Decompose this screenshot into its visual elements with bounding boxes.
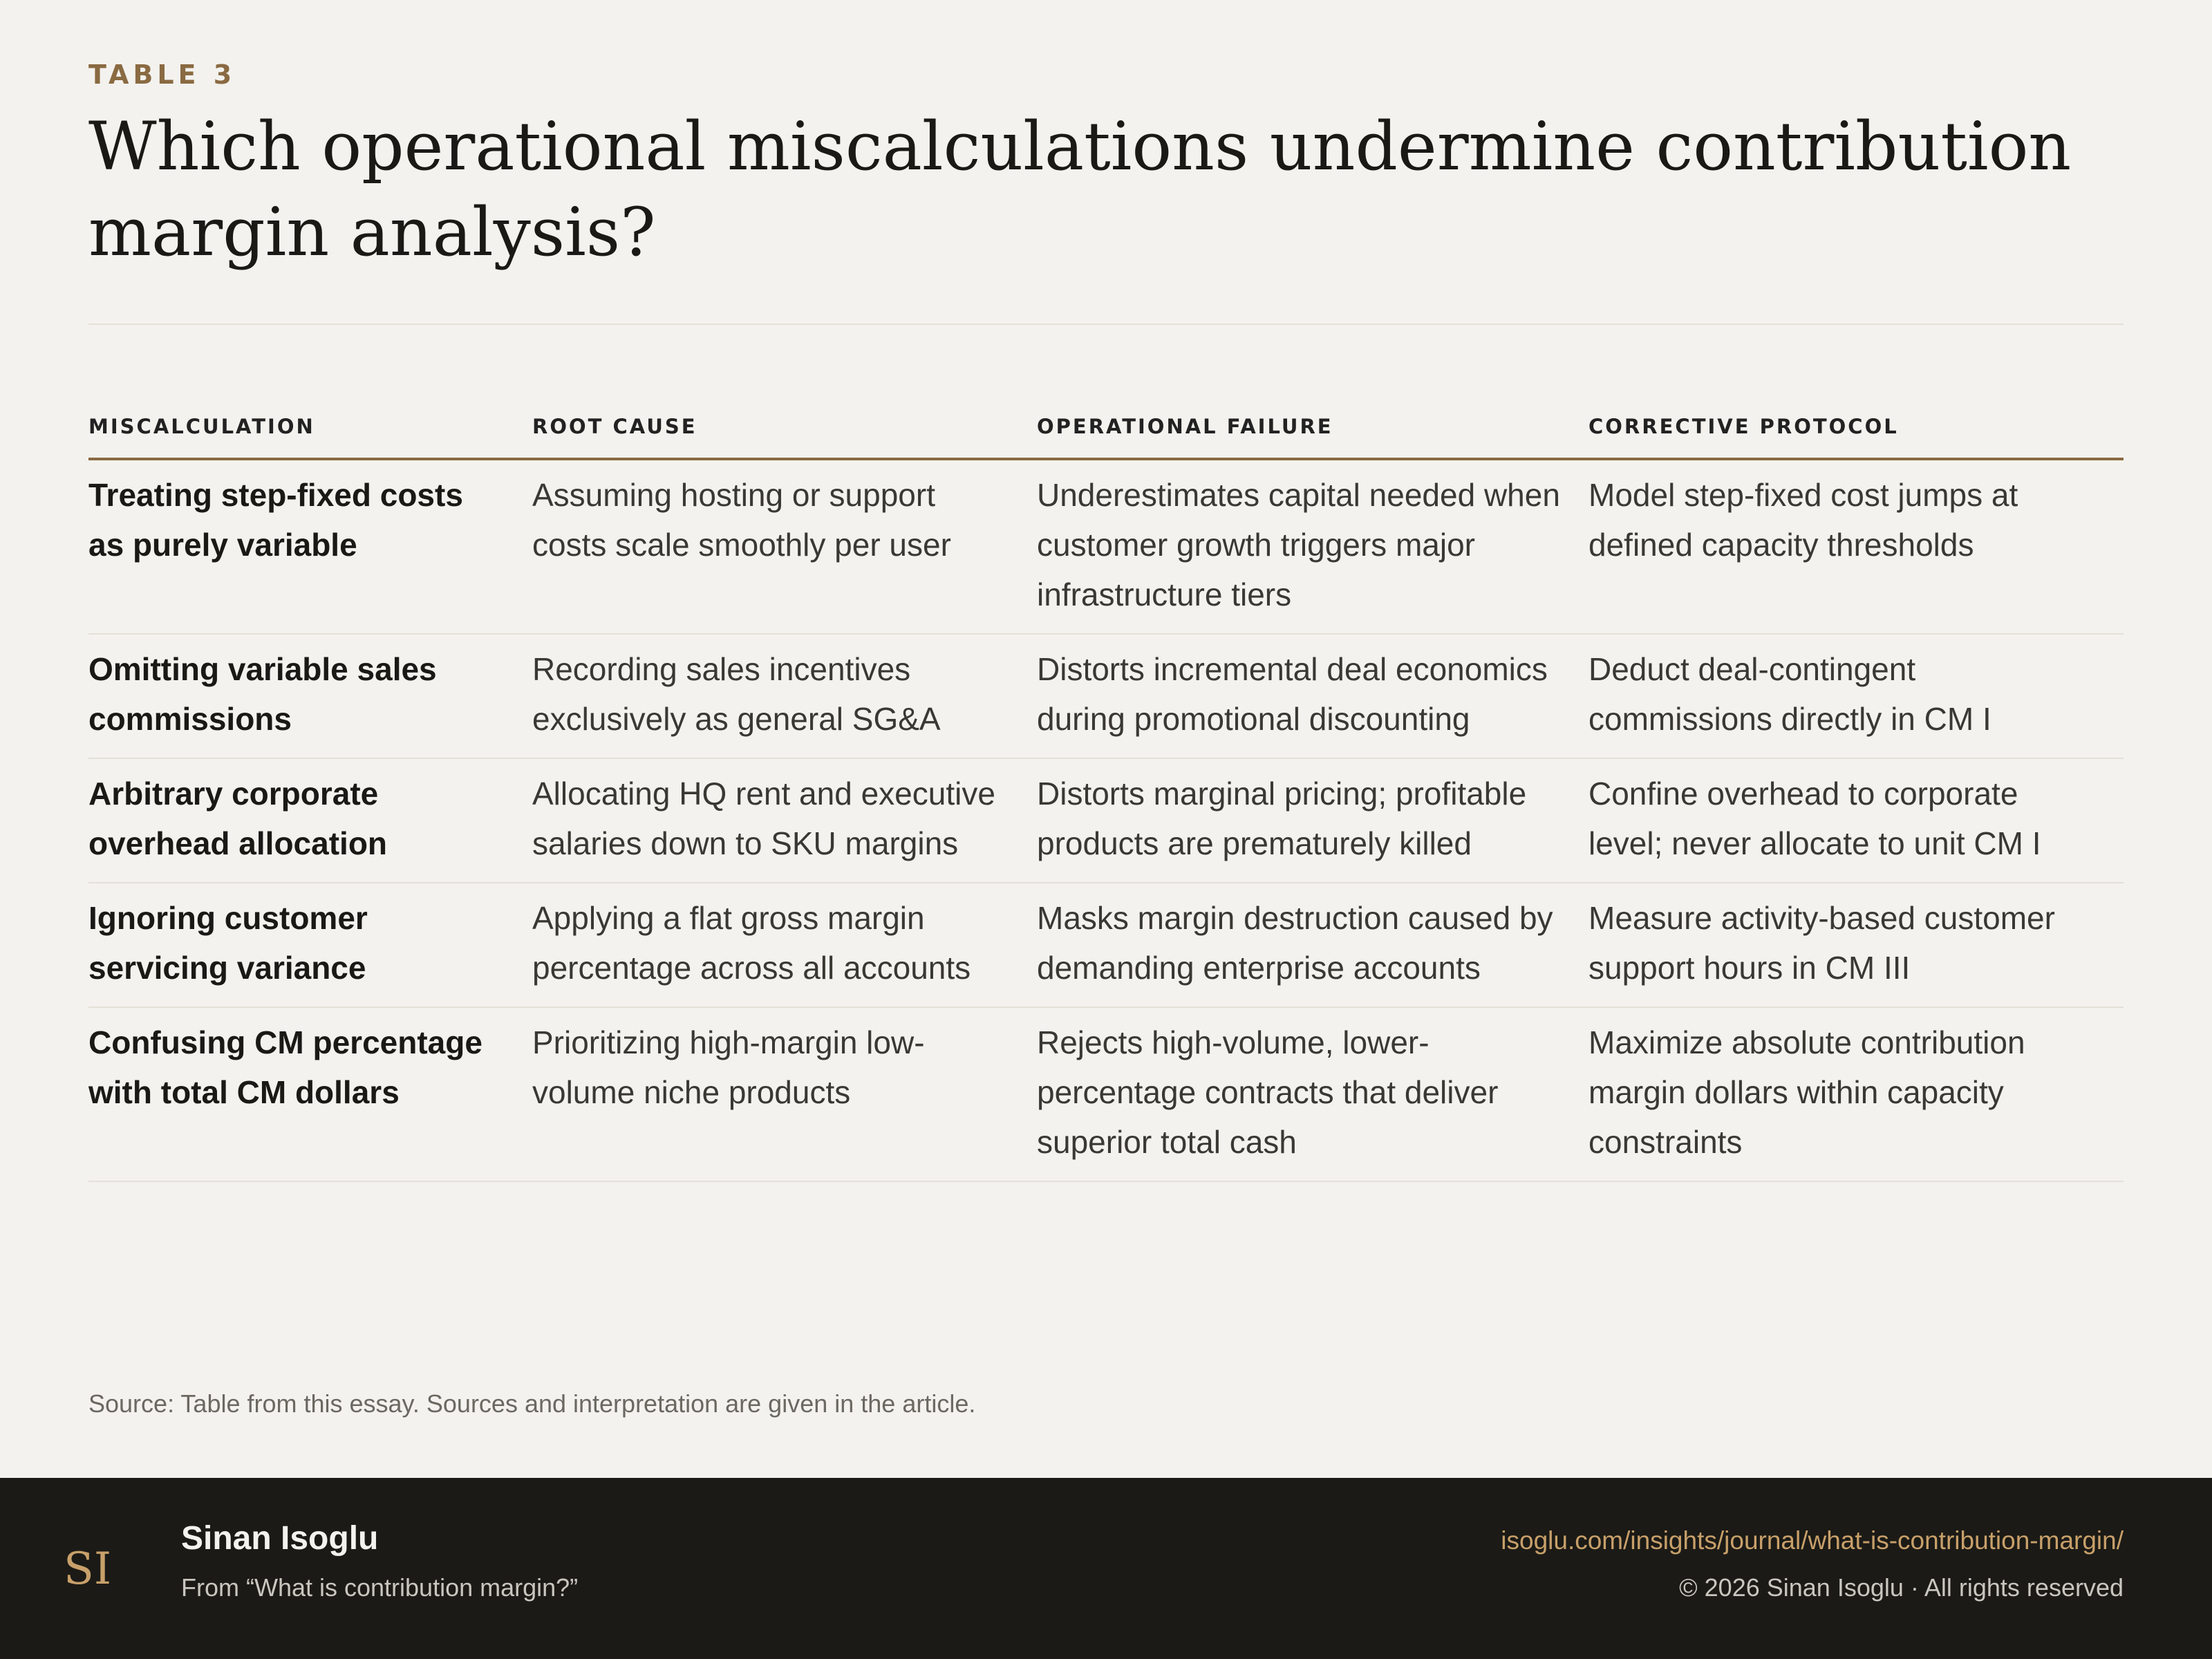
table-row — [88, 634, 2124, 758]
cell-miscalculation: Omitting variable sales commissions — [88, 634, 532, 758]
cell-root-cause: Assuming hosting or support costs scale smoothly per user — [532, 459, 1037, 634]
article-link[interactable]: isoglu.com/insights/journal/what-is-contribution-margin/ — [1501, 1526, 2124, 1555]
table-row — [88, 758, 2124, 883]
cell-operational-failure: Rejects high-volume, lower-percentage contracts that deliver superior total cash — [1037, 1007, 1588, 1181]
cell-root-cause: Applying a flat gross margin percentage across all accounts — [532, 883, 1037, 1007]
cell-miscalculation: Arbitrary corporate overhead allocation — [88, 758, 532, 883]
footer — [0, 1478, 2212, 1659]
cell-operational-failure: Masks margin destruction caused by demanding enterprise accounts — [1037, 883, 1588, 1007]
cell-miscalculation: Treating step-fixed costs as purely variable — [88, 459, 532, 634]
table-header-row — [88, 415, 2124, 459]
cell-miscalculation: Ignoring customer servicing variance — [88, 883, 532, 1007]
table-row — [88, 883, 2124, 1007]
divider — [88, 324, 2124, 325]
cell-corrective-protocol: Maximize absolute contribution margin dollars within capacity constraints — [1588, 1007, 2124, 1181]
page-title: Which operational miscalculations undermine contribution margin analysis? — [88, 108, 2072, 271]
cell-root-cause: Prioritizing high-margin low-volume niche products — [532, 1007, 1037, 1181]
cell-root-cause: Recording sales incentives exclusively as general SG&A — [532, 634, 1037, 758]
column-header-corrective-protocol: CORRECTIVE PROTOCOL — [1588, 415, 2124, 459]
author-name: Sinan Isoglu — [181, 1520, 379, 1557]
cell-operational-failure: Underestimates capital needed when customer growth triggers major infrastructure tiers — [1037, 459, 1588, 634]
cell-corrective-protocol: Measure activity-based customer support hours in CM III — [1588, 883, 2124, 1007]
cell-miscalculation: Confusing CM percentage with total CM dollars — [88, 1007, 532, 1181]
cell-operational-failure: Distorts marginal pricing; profitable products are prematurely killed — [1037, 758, 1588, 883]
article-reference: From “What is contribution margin?” — [181, 1573, 579, 1602]
cell-corrective-protocol: Confine overhead to corporate level; never allocate to unit CM I — [1588, 758, 2124, 883]
table-row — [88, 1007, 2124, 1181]
cell-operational-failure: Distorts incremental deal economics during promotional discounting — [1037, 634, 1588, 758]
table-row — [88, 459, 2124, 634]
data-table — [88, 415, 2124, 1182]
column-header-root-cause: ROOT CAUSE — [532, 415, 1037, 459]
cell-root-cause: Allocating HQ rent and executive salaries down to SKU margins — [532, 758, 1037, 883]
column-header-operational-failure: OPERATIONAL FAILURE — [1037, 415, 1588, 459]
column-header-miscalculation: MISCALCULATION — [88, 415, 532, 459]
monogram-logo-icon: SI — [64, 1544, 112, 1595]
table-eyebrow: TABLE 3 — [88, 59, 236, 90]
copyright: © 2026 Sinan Isoglu · All rights reserved — [1679, 1573, 2124, 1602]
cell-corrective-protocol: Deduct deal-contingent commissions directly in CM I — [1588, 634, 2124, 758]
source-note: Source: Table from this essay. Sources and interpretation are given in the article. — [88, 1389, 976, 1418]
cell-corrective-protocol: Model step-fixed cost jumps at defined capacity thresholds — [1588, 459, 2124, 634]
